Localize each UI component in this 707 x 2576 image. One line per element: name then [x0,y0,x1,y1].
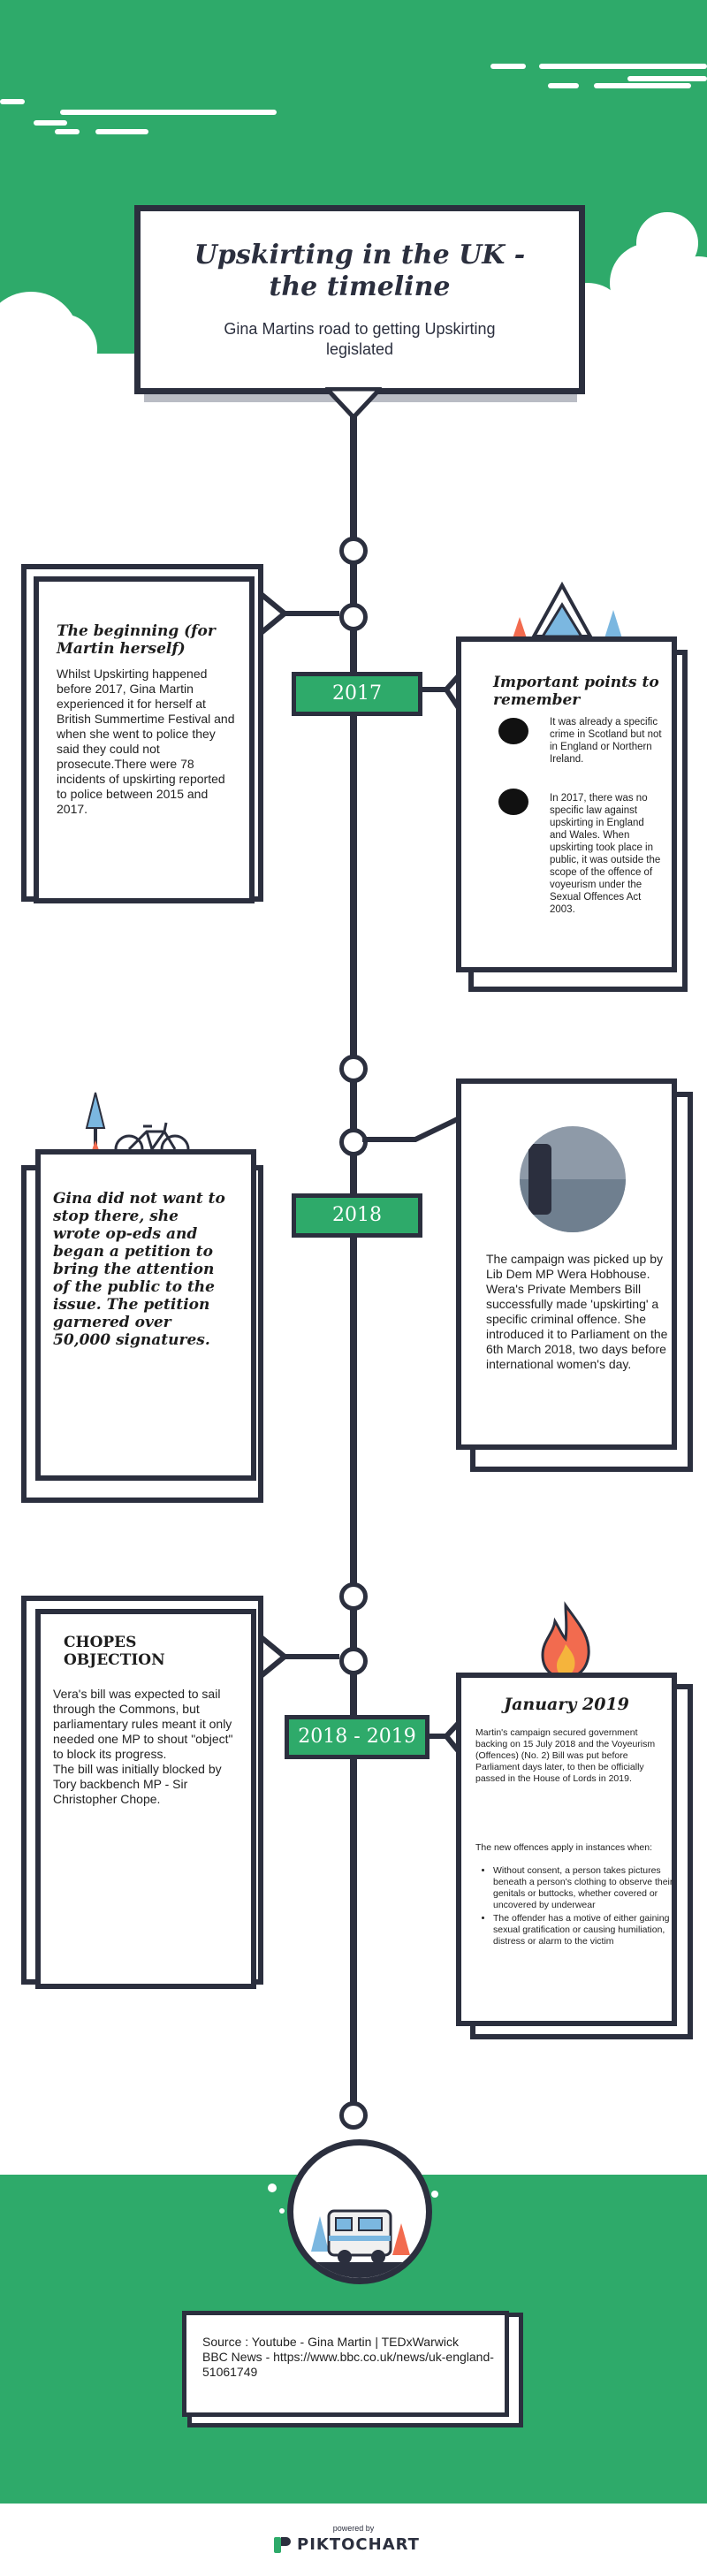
card-petition [35,1149,256,1481]
source-text: Source : Youtube - Gina Martin | TEDxWarwick BBC News - https://www.bbc.co.uk/news/uk-england-51061749 [202,2335,494,2379]
timeline-node [339,603,368,631]
decorative-dot [268,2184,277,2192]
card-chope-text: Vera's bill was expected to sail through the Commons, but parliamentary rules meant it only needed one MP to shout "object" to block its progress. The bill was initially blocked by Tory backbench MP - Sir Christopher Chope. [53,1687,233,1806]
card-beginning-title: The beginning (for Martin herself) [57,622,216,658]
timeline-line [350,415,357,2113]
card-points-item-1: It was already a specific crime in Scotland but not in England or Northern Ireland. [550,717,662,765]
card-points-item-2: In 2017, there was no specific law against upskirting in England and Wales. When upskirting took place in public, it was outside the scope of the offence of voyeurism under the Sexual Offences Act 2003. [550,793,661,915]
decorative-stripe [627,76,707,81]
card-petition-text: Gina did not want to stop there, she wrote op-eds and began a petition to bring the attention of the public to the issue. The petition garnered over 50,000 signatures. [53,1190,225,1349]
piktochart-logo[interactable] [272,2534,449,2557]
card-january-para1: Martin's campaign secured government backing on 15 July 2018 and the Voyeurism (Offences) (No. 2) Bill was put before Parliament days later, to then be officially passed in the House of Lords in 2019. [475,1727,656,1784]
timeline-node [339,1647,368,1675]
offence-item: • The offender has a motive of either gaining sexual gratification or causing humiliation, distress or alarm to the victim [493,1913,675,1947]
decorative-stripe [55,129,80,134]
timeline-node [339,1055,368,1083]
page-subtitle: Gina Martins road to getting Upskirting legislated [224,320,496,358]
timeline-node [339,537,368,565]
card-chope [35,1609,256,1989]
connector-right [362,1109,468,1162]
card-campaign-text: The campaign was picked up by Lib Dem MP Wera Hobhouse. Wera's Private Members Bill successfully made 'upskirting' a specific criminal offence. She introduced it to Parliament on the 6th March 2018, two days before international women's day. [486,1252,668,1371]
year-label-2018: 2018 [292,1193,422,1238]
offence-item: • Without consent, a person takes pictures beneath a person's clothing to observe their genitals or buttocks, whether covered or uncovered by underwear [493,1865,675,1911]
card-chope-title: CHOPES OBJECTION [64,1634,165,1669]
powered-by-label: powered by [332,2524,375,2533]
timeline-node [339,1582,368,1611]
year-label-2018-2019: 2018 - 2019 [285,1715,430,1759]
decorative-stripe [34,120,67,126]
camper-circle [287,2139,432,2284]
year-label-2017: 2017 [292,672,422,716]
card-beginning [34,576,255,903]
card-january-para2: The new offences apply in instances when: [475,1842,653,1853]
card-beginning-text: Whilst Upskirting happened before 2017, Gina Martin experienced it for herself at British Summertime Festival and when she went to police they said they could not prosecute.There were 78 incidents of upskirting reported to police between 2015 and 2017. [57,667,235,816]
source-box [182,2311,509,2417]
cloud-decoration [583,292,707,380]
decorative-dot [431,2191,438,2198]
connector-left [253,1627,341,1680]
card-january [456,1673,677,2026]
card-campaign [456,1078,677,1450]
decorative-stripe [539,64,707,69]
photo-placeholder [520,1126,626,1232]
decorative-stripe [95,129,148,134]
offences-list [475,1865,675,1949]
title-box [134,205,585,394]
card-points [456,636,677,972]
bullet-dot [498,718,528,744]
piktochart-brand: PIKTOCHART [297,2535,420,2554]
timeline-node [339,2101,368,2130]
decorative-stripe [60,110,277,115]
card-january-title: January 2019 [504,1695,629,1714]
connector-left [253,583,341,636]
card-points-title: Important points to remember [493,674,659,709]
decorative-dot [279,2208,285,2214]
cloud-decoration [27,314,97,385]
decorative-stripe [548,83,579,88]
page-title: Upskirting in the UK - the timeline [194,240,526,302]
bullet-dot [498,789,528,815]
decorative-stripe [490,64,526,69]
decorative-stripe [0,99,25,104]
piktochart-icon [272,2535,292,2555]
decorative-stripe [594,83,691,88]
